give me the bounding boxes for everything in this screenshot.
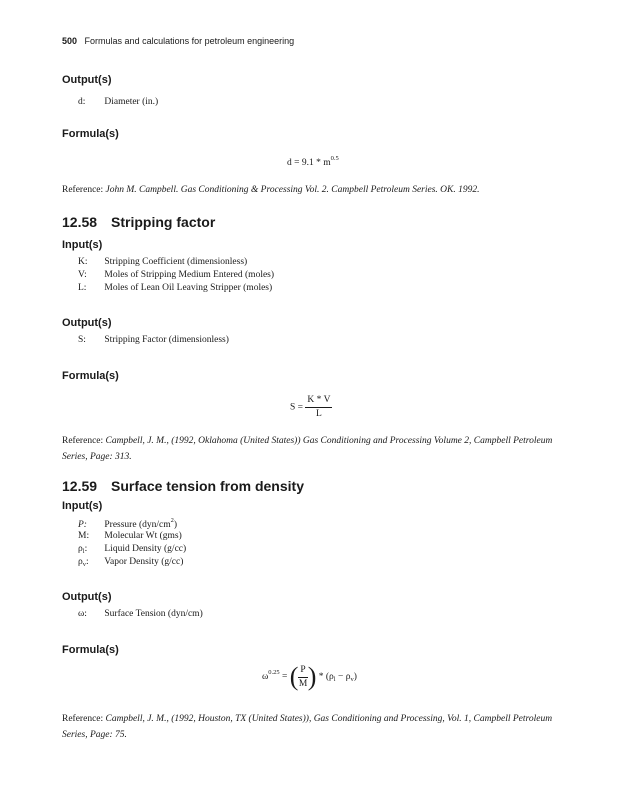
input-symbol: M: xyxy=(78,531,90,541)
section-name: Stripping factor xyxy=(111,214,216,230)
book-title: Formulas and calculations for petroleum engineering xyxy=(84,36,295,46)
input-symbol xyxy=(78,557,102,568)
input-symbol xyxy=(78,544,102,555)
input-sup: 2 xyxy=(170,517,174,524)
input-symbol: P: xyxy=(78,520,87,530)
output-desc: Surface Tension (dyn/cm) xyxy=(104,609,203,619)
page-number: 500 xyxy=(62,36,78,46)
reference-label: Reference: xyxy=(62,714,104,724)
running-header xyxy=(62,36,294,46)
symbol-colon: : xyxy=(86,557,89,567)
subscript-liquid: l xyxy=(333,676,336,684)
section-number: 12.59 xyxy=(62,478,98,494)
section-number: 12.58 xyxy=(62,214,98,230)
input-symbol: V: xyxy=(78,270,87,280)
input-desc: Vapor Density (g/cc) xyxy=(104,557,184,567)
input-symbol: L: xyxy=(78,283,87,293)
right-paren: ) xyxy=(307,662,317,691)
formula-exponent: 0.5 xyxy=(330,155,339,162)
output-symbol: d: xyxy=(78,97,86,107)
input-symbol: K: xyxy=(78,257,88,267)
rho-symbol: ρ xyxy=(78,544,83,554)
input-heading: Input(s) xyxy=(62,239,103,251)
input-heading: Input(s) xyxy=(62,500,103,512)
input-desc: Moles of Stripping Medium Entered (moles) xyxy=(104,270,275,280)
formula-minus: − ρ xyxy=(337,672,351,683)
equals-sign: = xyxy=(282,672,288,683)
output-desc: Stripping Factor (dimensionless) xyxy=(104,335,229,345)
fraction-numerator: K * V xyxy=(305,394,332,408)
reference-text: Campbell, J. M., (1992, Oklahoma (United States)) Gas Conditioning and Processing Volume 2, Campbell Petroleum Series, Page: 313. xyxy=(62,436,553,462)
formula-heading: Formula(s) xyxy=(62,644,119,656)
input-row xyxy=(78,270,274,280)
section-title xyxy=(62,214,215,230)
omega-symbol: ω xyxy=(262,672,269,683)
reference-text: John M. Campbell. Gas Conditioning & Processing Vol. 2. Campbell Petroleum Series. OK. 1992. xyxy=(105,185,480,195)
output-row xyxy=(78,609,203,619)
formula xyxy=(262,662,357,692)
output-row xyxy=(78,97,158,107)
fraction-denominator: L xyxy=(316,409,322,419)
reference-label: Reference: xyxy=(62,185,104,195)
input-desc: Moles of Lean Oil Leaving Stripper (moles) xyxy=(104,283,273,293)
input-desc: Pressure (dyn/cm xyxy=(104,520,171,530)
fraction-denominator: M xyxy=(298,678,308,689)
section-name: Surface tension from density xyxy=(111,478,304,494)
reference-text: Campbell, J. M., (1992, Houston, TX (United States)), Gas Conditioning and Processing, Vol. 1, Campbell Petroleum Series, Page: 75. xyxy=(62,714,553,740)
symbol-colon: : xyxy=(84,544,88,554)
output-symbol: S: xyxy=(78,335,86,345)
subscript-vapor: v xyxy=(350,676,354,684)
output-heading: Output(s) xyxy=(62,74,112,86)
input-desc: Stripping Coefficient (dimensionless) xyxy=(104,257,248,267)
rho-symbol: ρ xyxy=(78,557,83,567)
reference xyxy=(62,711,572,743)
formula-heading: Formula(s) xyxy=(62,370,119,382)
formula xyxy=(287,155,339,168)
formula xyxy=(290,394,332,421)
input-row xyxy=(78,544,186,555)
input-row xyxy=(78,531,182,541)
fraction xyxy=(298,664,307,691)
input-row xyxy=(78,257,247,267)
formula-exponent: 0.25 xyxy=(268,669,280,677)
input-desc: Molecular Wt (gms) xyxy=(104,531,182,541)
output-symbol: ω: xyxy=(78,609,87,619)
formula-close: ) xyxy=(353,672,357,683)
formula-heading: Formula(s) xyxy=(62,128,119,140)
symbol-subscript: l xyxy=(82,548,85,555)
output-heading: Output(s) xyxy=(62,591,112,603)
formula-lhs: d = 9.1 * m xyxy=(287,158,331,168)
reference xyxy=(62,433,572,465)
formula-rest: * (ρ xyxy=(318,672,334,683)
input-row xyxy=(78,557,183,568)
output-heading: Output(s) xyxy=(62,317,112,329)
fraction xyxy=(305,394,332,421)
reference xyxy=(62,182,582,198)
fraction-numerator: P xyxy=(298,664,307,678)
input-row xyxy=(78,517,177,530)
symbol-subscript: v xyxy=(82,561,86,568)
input-desc-end: ) xyxy=(173,520,178,530)
input-desc: Liquid Density (g/cc) xyxy=(104,544,187,554)
input-row xyxy=(78,283,272,293)
output-desc: Diameter (in.) xyxy=(104,97,159,107)
output-row xyxy=(78,335,229,345)
section-title xyxy=(62,478,304,494)
left-paren: ( xyxy=(289,662,299,691)
reference-label: Reference: xyxy=(62,436,104,446)
formula-lhs: S = xyxy=(290,402,304,413)
